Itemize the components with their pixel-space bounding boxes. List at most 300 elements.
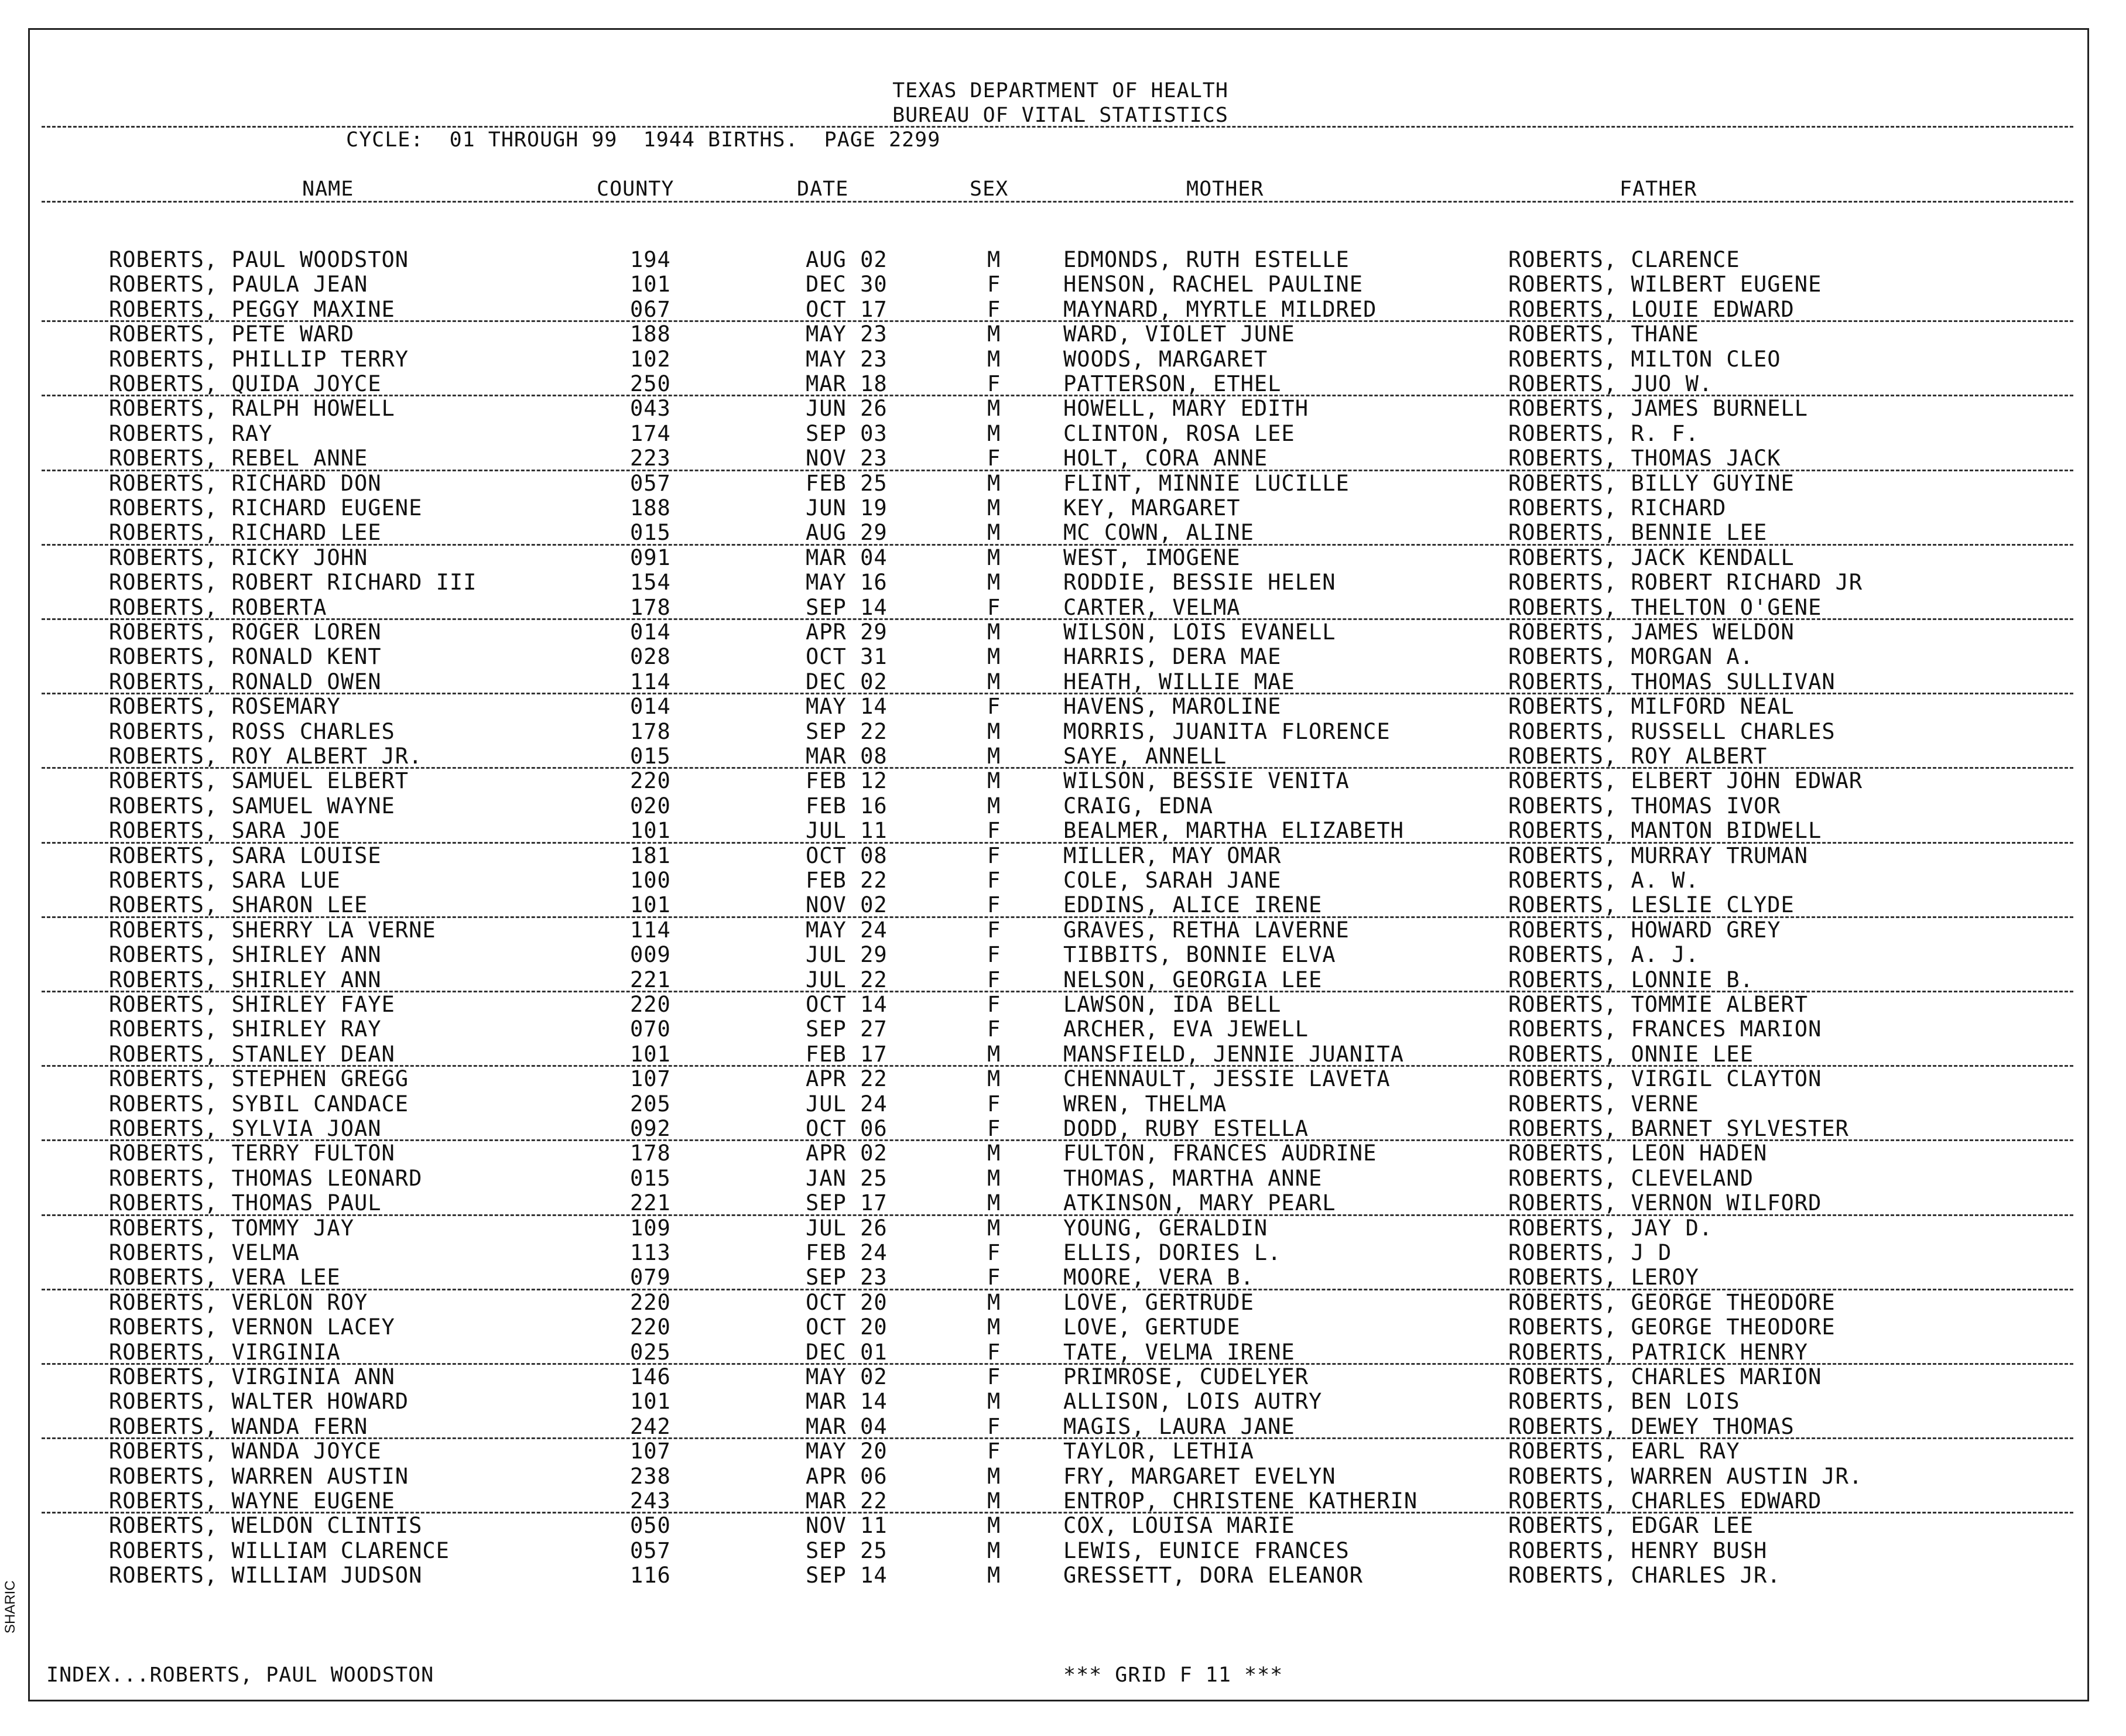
record-name: ROBERTS, SARA JOE — [109, 818, 341, 844]
record-mother: CLINTON, ROSA LEE — [1063, 420, 1295, 446]
record-sex: F — [987, 1413, 1001, 1439]
record-name: ROBERTS, SAMUEL ELBERT — [109, 768, 409, 794]
record-date: MAY 23 — [806, 346, 888, 372]
record-row — [30, 1415, 2091, 1439]
record-county: 250 — [630, 371, 671, 396]
record-sex: F — [987, 1339, 1001, 1365]
record-date: OCT 20 — [806, 1314, 888, 1340]
record-father: ROBERTS, DEWEY THOMAS — [1508, 1413, 1795, 1439]
record-county: 015 — [630, 520, 671, 546]
record-mother: WILSON, BESSIE VENITA — [1063, 768, 1350, 794]
record-father: ROBERTS, LEROY — [1508, 1265, 1699, 1290]
record-mother: ATKINSON, MARY PEARL — [1063, 1190, 1336, 1216]
record-date: APR 29 — [806, 619, 888, 645]
record-father: ROBERTS, BILLY GUYINE — [1508, 470, 1795, 496]
record-mother: BEALMER, MARTHA ELIZABETH — [1063, 818, 1404, 844]
record-date: AUG 29 — [806, 520, 888, 546]
record-sex: F — [987, 868, 1001, 893]
record-row — [30, 496, 2091, 521]
record-name: ROBERTS, ROY ALBERT JR. — [109, 744, 423, 769]
record-row — [30, 1290, 2091, 1315]
record-father: ROBERTS, HOWARD GREY — [1508, 917, 1781, 943]
record-county: 205 — [630, 1091, 671, 1117]
record-name: ROBERTS, SHARON LEE — [109, 892, 368, 918]
index-footer: INDEX...ROBERTS, PAUL WOODSTON — [46, 1663, 434, 1687]
record-date: APR 02 — [806, 1141, 888, 1166]
record-row — [30, 446, 2091, 471]
record-father: ROBERTS, BARNET SYLVESTER — [1508, 1116, 1849, 1141]
record-name: ROBERTS, PHILLIP TERRY — [109, 346, 409, 372]
record-father: ROBERTS, CHARLES JR. — [1508, 1563, 1781, 1588]
record-row — [30, 1563, 2091, 1588]
record-sex: F — [987, 1265, 1001, 1290]
record-sex: M — [987, 1041, 1001, 1067]
record-name: ROBERTS, VELMA — [109, 1240, 300, 1265]
record-mother: COLE, SARAH JANE — [1063, 868, 1282, 893]
record-row — [30, 396, 2091, 421]
record-date: NOV 23 — [806, 446, 888, 471]
record-row — [30, 1117, 2091, 1141]
record-father: ROBERTS, JAMES WELDON — [1508, 619, 1795, 645]
record-name: ROBERTS, PETE WARD — [109, 321, 354, 347]
record-father: ROBERTS, R. F. — [1508, 420, 1699, 446]
record-name: ROBERTS, SHIRLEY FAYE — [109, 992, 395, 1017]
record-row — [30, 1216, 2091, 1241]
record-date: MAR 08 — [806, 744, 888, 769]
record-date: MAR 04 — [806, 545, 888, 570]
record-county: 220 — [630, 992, 671, 1017]
record-date: AUG 02 — [806, 247, 888, 272]
record-row — [30, 570, 2091, 595]
record-father: ROBERTS, EDGAR LEE — [1508, 1513, 1754, 1539]
record-mother: EDDINS, ALICE IRENE — [1063, 892, 1323, 918]
record-sex: F — [987, 992, 1001, 1017]
record-row — [30, 1191, 2091, 1215]
record-sex: M — [987, 718, 1001, 744]
record-sex: M — [987, 1314, 1001, 1340]
record-name: ROBERTS, RICHARD EUGENE — [109, 495, 423, 521]
record-row — [30, 595, 2091, 620]
record-father: ROBERTS, GEORGE THEODORE — [1508, 1314, 1836, 1340]
record-father: ROBERTS, RUSSELL CHARLES — [1508, 718, 1836, 744]
record-county: 221 — [630, 1190, 671, 1216]
record-mother: HAVENS, MAROLINE — [1063, 694, 1282, 720]
record-name: ROBERTS, VIRGINIA ANN — [109, 1364, 395, 1389]
record-mother: MOORE, VERA B. — [1063, 1265, 1254, 1290]
record-mother: ALLISON, LOIS AUTRY — [1063, 1389, 1323, 1415]
record-county: 057 — [630, 470, 671, 496]
record-date: SEP 23 — [806, 1265, 888, 1290]
record-date: SEP 03 — [806, 420, 888, 446]
record-row — [30, 272, 2091, 297]
record-sex: F — [987, 1016, 1001, 1042]
record-father: ROBERTS, RICHARD — [1508, 495, 1727, 521]
record-county: 101 — [630, 272, 671, 297]
record-name: ROBERTS, SHIRLEY ANN — [109, 942, 382, 968]
document-frame — [28, 28, 2089, 1701]
record-mother: CRAIG, EDNA — [1063, 793, 1214, 819]
record-name: ROBERTS, RONALD OWEN — [109, 669, 382, 694]
record-mother: MAGIS, LAURA JANE — [1063, 1413, 1295, 1439]
record-sex: M — [987, 545, 1001, 570]
record-county: 091 — [630, 545, 671, 570]
record-name: ROBERTS, WELDON CLINTIS — [109, 1513, 423, 1539]
record-date: SEP 27 — [806, 1016, 888, 1042]
record-father: ROBERTS, J D — [1508, 1240, 1672, 1265]
record-county: 178 — [630, 594, 671, 620]
record-mother: FULTON, FRANCES AUDRINE — [1063, 1141, 1377, 1166]
record-father: ROBERTS, LOUIE EDWARD — [1508, 296, 1795, 322]
record-date: APR 22 — [806, 1066, 888, 1092]
record-sex: M — [987, 1463, 1001, 1489]
record-father: ROBERTS, VIRGIL CLAYTON — [1508, 1066, 1822, 1092]
record-name: ROBERTS, SHIRLEY RAY — [109, 1016, 382, 1042]
record-sex: F — [987, 942, 1001, 968]
record-county: 181 — [630, 843, 671, 868]
record-date: DEC 01 — [806, 1339, 888, 1365]
record-name: ROBERTS, PAULA JEAN — [109, 272, 368, 297]
record-name: ROBERTS, SHERRY LA VERNE — [109, 917, 436, 943]
record-father: ROBERTS, VERNE — [1508, 1091, 1699, 1117]
record-mother: ENTROP, CHRISTENE KATHERIN — [1063, 1488, 1418, 1514]
record-name: ROBERTS, ROSS CHARLES — [109, 718, 395, 744]
record-row — [30, 1489, 2091, 1514]
record-county: 188 — [630, 495, 671, 521]
record-date: MAY 23 — [806, 321, 888, 347]
record-name: ROBERTS, RALPH HOWELL — [109, 396, 395, 422]
record-county: 146 — [630, 1364, 671, 1389]
record-county: 223 — [630, 446, 671, 471]
record-row — [30, 1265, 2091, 1290]
record-sex: F — [987, 818, 1001, 844]
record-date: OCT 31 — [806, 644, 888, 670]
record-county: 057 — [630, 1538, 671, 1563]
record-mother: GRAVES, RETHA LAVERNE — [1063, 917, 1350, 943]
record-name: ROBERTS, WARREN AUSTIN — [109, 1463, 409, 1489]
record-father: ROBERTS, MANTON BIDWELL — [1508, 818, 1822, 844]
record-county: 100 — [630, 868, 671, 893]
record-date: MAY 20 — [806, 1439, 888, 1464]
record-county: 220 — [630, 768, 671, 794]
record-row — [30, 1340, 2091, 1365]
record-row — [30, 868, 2091, 893]
record-father: ROBERTS, WARREN AUSTIN JR. — [1508, 1463, 1863, 1489]
record-mother: HOWELL, MARY EDITH — [1063, 396, 1309, 422]
record-name: ROBERTS, PEGGY MAXINE — [109, 296, 395, 322]
record-date: MAY 24 — [806, 917, 888, 943]
record-date: FEB 24 — [806, 1240, 888, 1265]
record-date: JUN 19 — [806, 495, 888, 521]
record-county: 028 — [630, 644, 671, 670]
record-mother: PATTERSON, ETHEL — [1063, 371, 1282, 396]
record-mother: MANSFIELD, JENNIE JUANITA — [1063, 1041, 1404, 1067]
record-county: 043 — [630, 396, 671, 422]
record-father: ROBERTS, GEORGE THEODORE — [1508, 1289, 1836, 1315]
record-sex: M — [987, 1538, 1001, 1563]
record-mother: LOVE, GERTRUDE — [1063, 1289, 1254, 1315]
record-sex: M — [987, 1215, 1001, 1241]
record-county: 109 — [630, 1215, 671, 1241]
record-date: MAY 16 — [806, 570, 888, 595]
record-father: ROBERTS, FRANCES MARION — [1508, 1016, 1822, 1042]
record-date: SEP 17 — [806, 1190, 888, 1216]
record-date: MAR 04 — [806, 1413, 888, 1439]
record-father: ROBERTS, MORGAN A. — [1508, 644, 1754, 670]
record-county: 220 — [630, 1289, 671, 1315]
record-father: ROBERTS, MILTON CLEO — [1508, 346, 1781, 372]
record-sex: M — [987, 644, 1001, 670]
record-name: ROBERTS, RICKY JOHN — [109, 545, 368, 570]
record-name: ROBERTS, ROGER LOREN — [109, 619, 382, 645]
record-county: 025 — [630, 1339, 671, 1365]
record-row — [30, 769, 2091, 793]
record-county: 015 — [630, 1165, 671, 1191]
record-mother: DODD, RUBY ESTELLA — [1063, 1116, 1309, 1141]
record-row — [30, 620, 2091, 645]
record-father: ROBERTS, THELTON O'GENE — [1508, 594, 1822, 620]
record-mother: ELLIS, DORIES L. — [1063, 1240, 1282, 1265]
record-mother: GRESSETT, DORA ELEANOR — [1063, 1563, 1364, 1588]
record-mother: WILSON, LOIS EVANELL — [1063, 619, 1336, 645]
record-county: 014 — [630, 694, 671, 720]
record-date: SEP 14 — [806, 594, 888, 620]
record-county: 188 — [630, 321, 671, 347]
record-name: ROBERTS, RAY — [109, 420, 273, 446]
record-date: FEB 16 — [806, 793, 888, 819]
header-agency: TEXAS DEPARTMENT OF HEALTH — [892, 79, 1228, 102]
record-row — [30, 645, 2091, 669]
record-mother: RODDIE, BESSIE HELEN — [1063, 570, 1336, 595]
record-mother: LEWIS, EUNICE FRANCES — [1063, 1538, 1350, 1563]
record-name: ROBERTS, PAUL WOODSTON — [109, 247, 409, 272]
cycle-line: CYCLE: 01 THROUGH 99 1944 BIRTHS. PAGE 2299 — [346, 128, 941, 152]
record-date: MAY 14 — [806, 694, 888, 720]
record-mother: MC COWN, ALINE — [1063, 520, 1254, 546]
record-name: ROBERTS, STEPHEN GREGG — [109, 1066, 409, 1092]
record-father: ROBERTS, EARL RAY — [1508, 1439, 1740, 1464]
record-name: ROBERTS, SHIRLEY ANN — [109, 967, 382, 992]
record-county: 113 — [630, 1240, 671, 1265]
record-father: ROBERTS, JACK KENDALL — [1508, 545, 1795, 570]
record-mother: TAYLOR, LETHIA — [1063, 1439, 1254, 1464]
record-mother: HENSON, RACHEL PAULINE — [1063, 272, 1364, 297]
record-county: 116 — [630, 1563, 671, 1588]
record-row — [30, 844, 2091, 868]
record-mother: FRY, MARGARET EVELYN — [1063, 1463, 1336, 1489]
record-father: ROBERTS, THOMAS JACK — [1508, 446, 1781, 471]
record-name: ROBERTS, SAMUEL WAYNE — [109, 793, 395, 819]
record-date: MAR 22 — [806, 1488, 888, 1514]
column-header-sex: SEX — [970, 177, 1009, 201]
record-row — [30, 1514, 2091, 1538]
record-row — [30, 322, 2091, 347]
record-father: ROBERTS, THOMAS SULLIVAN — [1508, 669, 1836, 694]
record-county: 154 — [630, 570, 671, 595]
record-county: 009 — [630, 942, 671, 968]
record-father: ROBERTS, HENRY BUSH — [1508, 1538, 1768, 1563]
record-row — [30, 372, 2091, 396]
record-county: 070 — [630, 1016, 671, 1042]
record-mother: TATE, VELMA IRENE — [1063, 1339, 1295, 1365]
record-mother: WREN, THELMA — [1063, 1091, 1227, 1117]
record-mother: PRIMROSE, CUDELYER — [1063, 1364, 1309, 1389]
record-name: ROBERTS, THOMAS LEONARD — [109, 1165, 423, 1191]
record-date: FEB 25 — [806, 470, 888, 496]
record-county: 114 — [630, 669, 671, 694]
record-sex: M — [987, 744, 1001, 769]
record-father: ROBERTS, MURRAY TRUMAN — [1508, 843, 1809, 868]
record-sex: F — [987, 1364, 1001, 1389]
record-father: ROBERTS, WILBERT EUGENE — [1508, 272, 1822, 297]
record-county: 242 — [630, 1413, 671, 1439]
record-mother: ARCHER, EVA JEWELL — [1063, 1016, 1309, 1042]
record-father: ROBERTS, A. J. — [1508, 942, 1699, 968]
record-father: ROBERTS, JUO W. — [1508, 371, 1713, 396]
record-mother: MILLER, MAY OMAR — [1063, 843, 1282, 868]
record-name: ROBERTS, WANDA JOYCE — [109, 1439, 382, 1464]
side-label: SHARIC — [2, 1580, 18, 1634]
record-date: DEC 02 — [806, 669, 888, 694]
record-county: 067 — [630, 296, 671, 322]
record-sex: M — [987, 570, 1001, 595]
record-name: ROBERTS, VIRGINIA — [109, 1339, 341, 1365]
record-county: 101 — [630, 1041, 671, 1067]
record-sex: M — [987, 495, 1001, 521]
record-mother: NELSON, GEORGIA LEE — [1063, 967, 1323, 992]
record-mother: MORRIS, JUANITA FLORENCE — [1063, 718, 1391, 744]
record-name: ROBERTS, WILLIAM CLARENCE — [109, 1538, 450, 1563]
record-row — [30, 1067, 2091, 1091]
record-sex: F — [987, 594, 1001, 620]
record-mother: LOVE, GERTUDE — [1063, 1314, 1241, 1340]
record-sex: F — [987, 843, 1001, 868]
record-sex: F — [987, 446, 1001, 471]
record-row — [30, 1315, 2091, 1340]
record-father: ROBERTS, BENNIE LEE — [1508, 520, 1768, 546]
record-date: MAY 02 — [806, 1364, 888, 1389]
record-sex: M — [987, 793, 1001, 819]
record-mother: FLINT, MINNIE LUCILLE — [1063, 470, 1350, 496]
record-row — [30, 1389, 2091, 1414]
record-row — [30, 670, 2091, 694]
record-county: 101 — [630, 818, 671, 844]
record-name: ROBERTS, WANDA FERN — [109, 1413, 368, 1439]
record-mother: WOODS, MARGARET — [1063, 346, 1268, 372]
record-row — [30, 893, 2091, 917]
record-county: 238 — [630, 1463, 671, 1489]
record-row — [30, 1042, 2091, 1067]
record-mother: YOUNG, GERALDIN — [1063, 1215, 1268, 1241]
record-row — [30, 794, 2091, 819]
record-row — [30, 521, 2091, 545]
record-county: 101 — [630, 1389, 671, 1415]
record-mother: HOLT, CORA ANNE — [1063, 446, 1268, 471]
record-date: NOV 11 — [806, 1513, 888, 1539]
record-father: ROBERTS, JAMES BURNELL — [1508, 396, 1809, 422]
record-mother: MAYNARD, MYRTLE MILDRED — [1063, 296, 1377, 322]
record-mother: HEATH, WILLIE MAE — [1063, 669, 1295, 694]
record-county: 243 — [630, 1488, 671, 1514]
record-county: 102 — [630, 346, 671, 372]
record-sex: M — [987, 247, 1001, 272]
record-name: ROBERTS, SYBIL CANDACE — [109, 1091, 409, 1117]
record-row — [30, 1539, 2091, 1563]
record-row — [30, 297, 2091, 322]
record-sex: F — [987, 1439, 1001, 1464]
record-row — [30, 968, 2091, 992]
record-county: 101 — [630, 892, 671, 918]
record-sex: M — [987, 1488, 1001, 1514]
record-date: OCT 06 — [806, 1116, 888, 1141]
grid-footer: *** GRID F 11 *** — [1063, 1663, 1283, 1687]
record-mother: COX, LOUISA MARIE — [1063, 1513, 1295, 1539]
record-father: ROBERTS, LESLIE CLYDE — [1508, 892, 1795, 918]
record-mother: CARTER, VELMA — [1063, 594, 1241, 620]
record-date: FEB 12 — [806, 768, 888, 794]
record-date: OCT 17 — [806, 296, 888, 322]
record-name: ROBERTS, TOMMY JAY — [109, 1215, 354, 1241]
record-date: FEB 22 — [806, 868, 888, 893]
record-county: 221 — [630, 967, 671, 992]
record-date: JUL 22 — [806, 967, 888, 992]
record-row — [30, 1166, 2091, 1191]
record-row — [30, 918, 2091, 943]
column-header-rule — [42, 201, 2073, 203]
record-mother: THOMAS, MARTHA ANNE — [1063, 1165, 1323, 1191]
record-date: JAN 25 — [806, 1165, 888, 1191]
record-sex: F — [987, 892, 1001, 918]
record-name: ROBERTS, WAYNE EUGENE — [109, 1488, 395, 1514]
record-row — [30, 1365, 2091, 1389]
record-name: ROBERTS, STANLEY DEAN — [109, 1041, 395, 1067]
record-sex: F — [987, 1240, 1001, 1265]
record-sex: M — [987, 768, 1001, 794]
record-date: MAR 18 — [806, 371, 888, 396]
record-sex: F — [987, 917, 1001, 943]
record-sex: M — [987, 1165, 1001, 1191]
record-row — [30, 720, 2091, 744]
record-row — [30, 1241, 2091, 1265]
record-county: 174 — [630, 420, 671, 446]
record-row — [30, 1017, 2091, 1042]
record-sex: F — [987, 272, 1001, 297]
record-name: ROBERTS, RONALD KENT — [109, 644, 382, 670]
record-mother: SAYE, ANNELL — [1063, 744, 1227, 769]
record-date: JUL 24 — [806, 1091, 888, 1117]
record-date: FEB 17 — [806, 1041, 888, 1067]
record-sex: M — [987, 1066, 1001, 1092]
column-header-date: DATE — [797, 177, 849, 201]
record-mother: WARD, VIOLET JUNE — [1063, 321, 1295, 347]
record-date: OCT 14 — [806, 992, 888, 1017]
record-name: ROBERTS, QUIDA JOYCE — [109, 371, 382, 396]
record-father: ROBERTS, LEON HADEN — [1508, 1141, 1768, 1166]
record-father: ROBERTS, THANE — [1508, 321, 1699, 347]
record-row — [30, 248, 2091, 272]
record-row — [30, 471, 2091, 496]
record-county: 178 — [630, 718, 671, 744]
record-county: 020 — [630, 793, 671, 819]
record-sex: F — [987, 296, 1001, 322]
record-sex: M — [987, 1190, 1001, 1216]
column-header-father: FATHER — [1620, 177, 1697, 201]
record-name: ROBERTS, SARA LOUISE — [109, 843, 382, 868]
record-name: ROBERTS, WALTER HOWARD — [109, 1389, 409, 1415]
record-name: ROBERTS, RICHARD DON — [109, 470, 382, 496]
record-name: ROBERTS, ROSEMARY — [109, 694, 341, 720]
record-sex: M — [987, 1513, 1001, 1539]
record-row — [30, 1464, 2091, 1489]
